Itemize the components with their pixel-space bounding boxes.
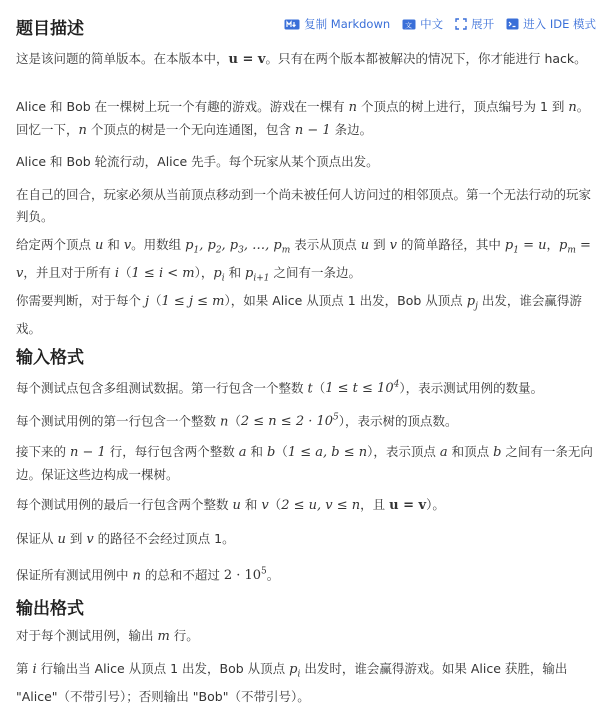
math: i	[32, 662, 37, 677]
copy-markdown-label: 复制 Markdown	[304, 17, 391, 31]
text: ，	[546, 237, 559, 252]
text: 之间有一条无向边。保证这些边构成一棵树。	[16, 444, 593, 482]
expand-button[interactable]	[455, 16, 494, 32]
language-label: 中文	[420, 17, 444, 31]
ide-mode-button[interactable]	[506, 16, 596, 32]
math: v	[261, 498, 269, 513]
text: 个顶点的树是一个无向连通图，包含	[86, 122, 295, 137]
toolbar	[284, 16, 596, 32]
output-title: 输出格式	[16, 599, 84, 619]
text: Alice 和 Bob 在一棵树上玩一个有趣的游戏。游戏在一棵有	[16, 99, 349, 114]
math: v	[86, 532, 94, 547]
path-array: $p_1$, $p_2$, $p_3$, …, $p_m$	[185, 238, 291, 256]
math: $1 \le t \le 10^4$	[325, 380, 400, 397]
input-paragraph-6	[16, 561, 594, 587]
math: j	[144, 294, 150, 309]
math: n	[78, 123, 87, 138]
input-paragraph-1	[16, 374, 594, 400]
math: $p_{i+1}$	[245, 265, 270, 284]
text: ），	[194, 264, 214, 280]
copy-markdown-button[interactable]	[284, 16, 390, 32]
description-paragraph-5	[16, 234, 594, 289]
text: 。	[266, 567, 280, 583]
text: 。用数组	[131, 237, 186, 252]
text: 和顶点	[447, 444, 494, 459]
math: a	[238, 445, 247, 460]
expand-icon	[455, 18, 467, 30]
text: 和	[246, 444, 267, 459]
text: 之间有一条边。	[269, 264, 362, 280]
text: 每个测试用例的第一行包含一个整数	[16, 413, 220, 429]
text: 出发时，谁会赢得游戏。如果 Alice 获胜，输出 "Alice"（不带引号）；否则输出 "Bob"（不带引号）。	[16, 661, 568, 704]
text: 。回忆一下，	[16, 99, 590, 137]
text: （	[268, 497, 282, 512]
text: 给定两个顶点	[16, 237, 95, 252]
svg-text:文: 文	[405, 21, 413, 29]
text: 行。	[169, 628, 199, 643]
math: n	[219, 414, 229, 430]
description-paragraph-2	[16, 96, 594, 142]
text: ），表示树的顶点数。	[338, 413, 458, 429]
math: u	[232, 498, 241, 513]
math: 2 ≤ u, v ≤ n	[281, 498, 361, 513]
description-paragraph-6	[16, 290, 594, 340]
math: n	[568, 100, 577, 115]
text: 个顶点的树上进行，顶点编号为 1 到	[357, 99, 569, 114]
text: （	[275, 444, 288, 459]
description-paragraph-1	[16, 48, 594, 71]
text: 的路径不会经过顶点 1。	[93, 531, 235, 546]
text: ），表示测试用例的数量。	[399, 380, 544, 396]
text: 的简单路径，其中	[396, 237, 505, 252]
math: b	[266, 445, 276, 460]
math: $p_m = v$	[16, 238, 591, 281]
math: $p_i$	[213, 265, 225, 284]
text: ，且	[360, 497, 390, 512]
text: （	[312, 380, 326, 396]
input-paragraph-3	[16, 441, 594, 486]
text: ），表示顶点	[367, 444, 440, 459]
description-paragraph-4: 在自己的回合，玩家必须从当前顶点移动到一个尚未被任何人访问过的相邻顶点。第一个无法行动的玩家判负。	[16, 187, 592, 224]
math: b	[493, 445, 502, 460]
text: 出发，谁会赢得游戏。	[16, 293, 582, 336]
text: 行输出当 Alice 从顶点 1 出发，Bob 从顶点	[36, 661, 290, 676]
translate-icon	[402, 19, 416, 30]
text: 和	[103, 237, 124, 252]
text: 。只有在两个版本都被解决的情况下，你才能进行 hack。	[265, 51, 587, 66]
text: 对于每个测试用例，输出	[16, 628, 158, 643]
input-title: 输入格式	[16, 348, 84, 368]
math: v	[123, 238, 132, 253]
text: 接下来的	[16, 444, 70, 459]
text: 条边。	[330, 122, 373, 137]
math: 1 ≤ i < m	[131, 265, 195, 281]
math: u	[94, 238, 104, 253]
ide-icon	[506, 18, 519, 30]
math: u = v	[389, 498, 427, 513]
text: （	[228, 413, 241, 429]
math: 1 ≤ j ≤ m	[161, 294, 225, 309]
input-paragraph-2	[16, 407, 594, 433]
language-button[interactable]	[402, 16, 443, 32]
markdown-icon	[284, 19, 300, 30]
math: u	[57, 532, 66, 547]
math: a	[439, 445, 448, 460]
text: 表示从顶点	[290, 237, 361, 252]
input-paragraph-4	[16, 494, 594, 517]
text: ，并且对于所有	[23, 264, 115, 280]
text: 保证所有测试用例中	[16, 567, 133, 583]
text: 第	[16, 661, 33, 676]
input-paragraph-5	[16, 528, 594, 551]
text: 行，每行包含两个整数	[105, 444, 239, 459]
math: u	[360, 238, 370, 253]
math: v	[389, 238, 397, 253]
math: $2 \le n \le 2 \cdot 10^5$	[240, 413, 339, 430]
text: 和	[224, 264, 246, 280]
math: $p_i$	[289, 662, 301, 680]
text: 这是该问题的简单版本。在本版本中，	[16, 51, 229, 66]
description-paragraph-3: Alice 和 Bob 轮流行动，Alice 先手。每个玩家从某个顶点出发。	[16, 154, 379, 169]
math: t	[307, 381, 313, 397]
text: 的总和不超过	[140, 567, 224, 583]
text: （	[149, 293, 162, 308]
text: 每个测试用例的最后一行包含两个整数	[16, 497, 233, 512]
text: 到	[65, 531, 87, 546]
math: u = v	[228, 52, 266, 67]
text: 到	[369, 237, 390, 252]
math: 1 ≤ a, b ≤ n	[287, 445, 368, 460]
text: （	[119, 264, 132, 280]
ide-mode-label: 进入 IDE 模式	[523, 17, 596, 31]
description-title: 题目描述	[16, 19, 84, 39]
math: n	[348, 100, 357, 115]
math: n − 1	[294, 123, 331, 138]
text: 每个测试点包含多组测试数据。第一行包含一个整数	[16, 380, 308, 396]
text: 和	[240, 497, 262, 512]
math: n	[132, 568, 141, 584]
math: i	[114, 265, 120, 281]
math: m	[157, 629, 170, 644]
text: 你需要判断，对于每个	[16, 293, 145, 308]
output-paragraph-2	[16, 658, 594, 708]
math: $p_j$	[466, 294, 478, 312]
math: $2 \cdot 10^5$	[223, 567, 267, 584]
text: ）。	[426, 497, 445, 512]
expand-label: 展开	[471, 17, 495, 31]
output-paragraph-1	[16, 625, 594, 648]
math: n − 1	[69, 445, 106, 460]
math: $p_1 = u$	[504, 238, 547, 256]
text: ），如果 Alice 从顶点 1 出发，Bob 从顶点	[224, 293, 467, 308]
text: 保证从	[16, 531, 58, 546]
